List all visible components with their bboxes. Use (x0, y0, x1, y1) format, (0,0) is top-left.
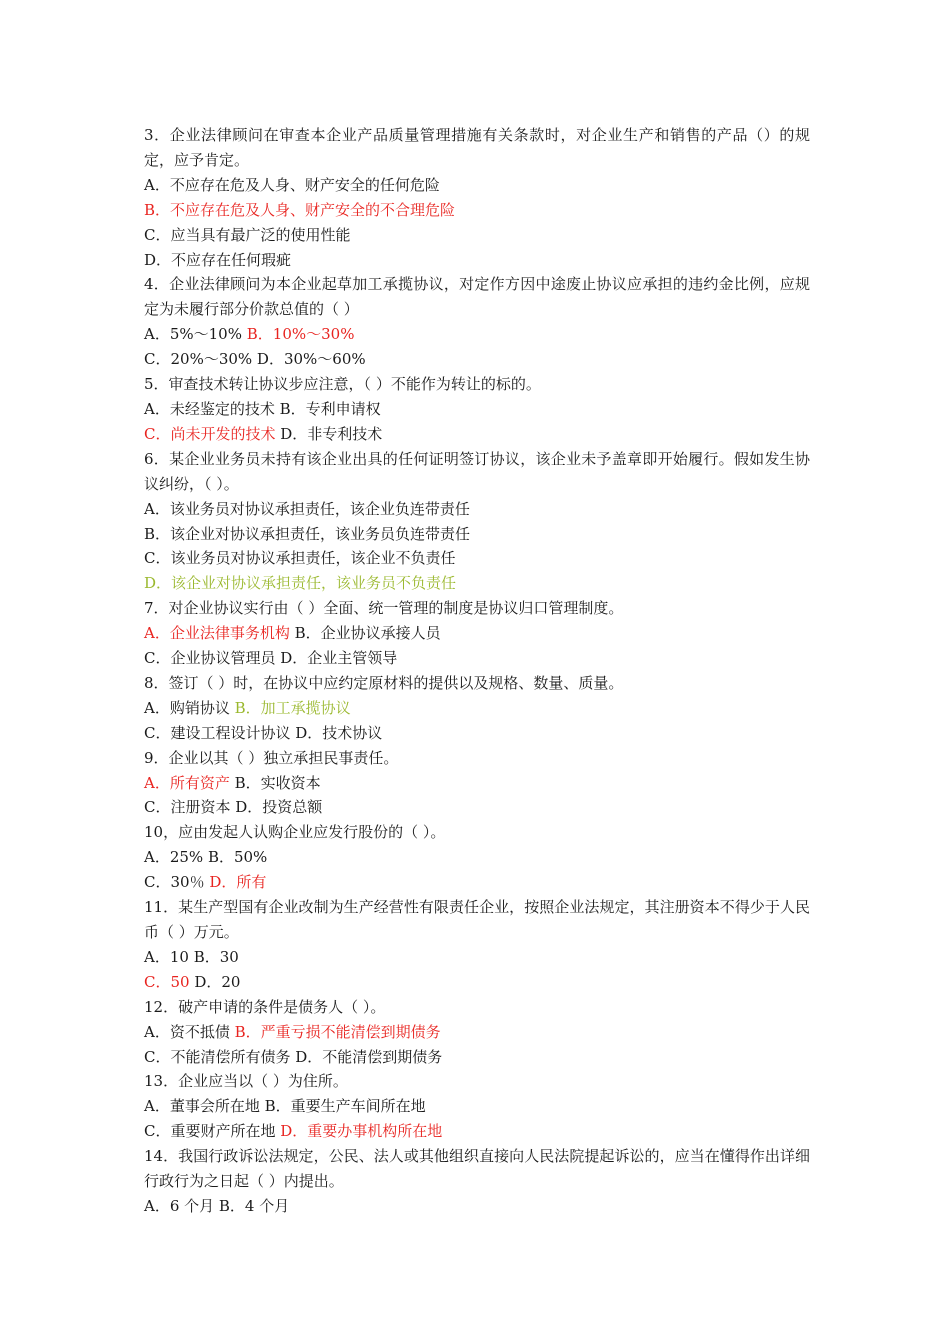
text-segment: 10，应由发起人认购企业应发行股份的（ ）。 (144, 823, 446, 842)
text-line (144, 422, 810, 447)
highlighted-answer: C．50 (144, 972, 190, 991)
highlighted-answer: D．所有 (209, 873, 267, 892)
text-segment: 7．对企业协议实行由（ ）全面、统一管理的制度是协议归口管理制度。 (144, 599, 624, 618)
highlighted-answer: B．加工承揽协议 (234, 698, 351, 717)
text-segment: C．企业协议管理员 D．企业主管领导 (144, 649, 398, 668)
text-segment: 8．签订（ ）时，在协议中应约定原材料的提供以及规格、数量、质量。 (144, 673, 624, 692)
text-segment: A．25% B．50% (144, 848, 268, 867)
text-line (144, 970, 810, 995)
text-line (144, 845, 810, 870)
text-segment: A．董事会所在地 B．重要生产车间所在地 (144, 1097, 426, 1116)
text-line (144, 1094, 810, 1119)
text-line (144, 123, 810, 173)
text-line (144, 795, 810, 820)
text-segment: C．建设工程设计协议 D．技术协议 (144, 723, 383, 742)
text-line (144, 1045, 810, 1070)
highlighted-answer: A．企业法律事务机构 (144, 624, 290, 643)
text-segment: C．20%～30% D．30%～60% (144, 350, 366, 369)
text-segment: 13．企业应当以（ ）为住所。 (144, 1072, 348, 1091)
text-segment: D．不应存在任何瑕疵 (144, 250, 292, 269)
text-line (144, 173, 810, 198)
text-segment: A．未经鉴定的技术 B．专利申请权 (144, 399, 381, 418)
text-segment: A．购销协议 (144, 698, 235, 717)
text-segment: C．应当具有最广泛的使用性能 (144, 225, 351, 244)
text-line (144, 771, 810, 796)
text-line (144, 546, 810, 571)
text-segment: C．注册资本 D．投资总额 (144, 798, 323, 817)
text-line (144, 1144, 810, 1194)
text-line (144, 696, 810, 721)
highlighted-answer: A．所有资产 (144, 773, 230, 792)
text-segment: C．重要财产所在地 (144, 1122, 281, 1141)
text-line (144, 272, 810, 322)
text-segment: 11．某生产型国有企业改制为生产经营性有限责任企业，按照企业法规定，其注册资本不得少于人民币（ ）万元。 (144, 898, 810, 941)
highlighted-answer: B．不应存在危及人身、财产安全的不合理危险 (144, 200, 456, 219)
text-segment: C．该业务员对协议承担责任，该企业不负责任 (144, 549, 456, 568)
highlighted-answer: D．该企业对协议承担责任，该业务员不负责任 (144, 574, 457, 593)
text-line (144, 372, 810, 397)
text-segment: 5．审查技术转让协议步应注意，（ ）不能作为转让的标的。 (144, 375, 541, 394)
text-line (144, 870, 810, 895)
text-line (144, 895, 810, 945)
document-body (144, 123, 810, 1219)
text-line (144, 596, 810, 621)
text-line (144, 347, 810, 372)
text-segment: A．资不抵债 (144, 1022, 235, 1041)
text-segment: A．5%～10% (144, 325, 247, 344)
text-segment: A．不应存在危及人身、财产安全的任何危险 (144, 175, 440, 194)
text-segment: C．30％ (144, 873, 210, 892)
highlighted-answer: B．严重亏损不能清偿到期债务 (234, 1022, 441, 1041)
highlighted-answer: B．10%～30% (246, 325, 355, 344)
text-segment: D．非专利技术 (275, 424, 383, 443)
text-line (144, 646, 810, 671)
text-line (144, 497, 810, 522)
text-line (144, 522, 810, 547)
text-segment: A．10 B．30 (144, 947, 239, 966)
text-segment: B．实收资本 (229, 773, 321, 792)
text-segment: B．该企业对协议承担责任，该业务员负连带责任 (144, 524, 471, 543)
text-line (144, 1020, 810, 1045)
text-line (144, 945, 810, 970)
text-line (144, 571, 810, 596)
text-line (144, 820, 810, 845)
text-line (144, 746, 810, 771)
text-line (144, 721, 810, 746)
text-line (144, 671, 810, 696)
text-line (144, 1069, 810, 1094)
text-line (144, 621, 810, 646)
text-segment: 9．企业以其（ ）独立承担民事责任。 (144, 748, 399, 767)
text-segment: D．20 (189, 972, 241, 991)
text-segment: 14．我国行政诉讼法规定，公民、法人或其他组织直接向人民法院提起诉讼的，应当在懂得作出详细行政行为之日起（ ）内提出。 (144, 1147, 810, 1191)
text-line (144, 198, 810, 223)
text-segment: A．6 个月 B．4 个月 (144, 1196, 290, 1215)
text-segment: 4．企业法律顾问为本企业起草加工承揽协议，对定作方因中途废止协议应承担的违约金比例，应规定为未履行部分价款总值的（ ） (144, 275, 810, 319)
highlighted-answer: D．重要办事机构所在地 (280, 1122, 443, 1141)
text-line (144, 397, 810, 422)
text-segment: B．企业协议承接人员 (289, 624, 441, 643)
text-segment: C．不能清偿所有债务 D．不能清偿到期债务 (144, 1047, 443, 1066)
text-line (144, 322, 810, 347)
text-segment: 6．某企业业务员未持有该企业出具的任何证明签订协议，该企业未予盖章即开始履行。假如发生协议纠纷，（ ）。 (144, 449, 810, 493)
text-line (144, 248, 810, 273)
text-segment: A．该业务员对协议承担责任，该企业负连带责任 (144, 499, 470, 518)
text-segment: 3．企业法律顾问在审查本企业产品质量管理措施有关条款时，对企业生产和销售的产品（）的规定，应予肯定。 (144, 126, 810, 169)
text-line (144, 1194, 810, 1219)
text-line (144, 447, 810, 497)
text-line (144, 1119, 810, 1144)
text-line (144, 223, 810, 248)
text-line (144, 995, 810, 1020)
highlighted-answer: C．尚未开发的技术 (144, 424, 276, 443)
text-segment: 12．破产申请的条件是债务人（ ）。 (144, 997, 386, 1016)
